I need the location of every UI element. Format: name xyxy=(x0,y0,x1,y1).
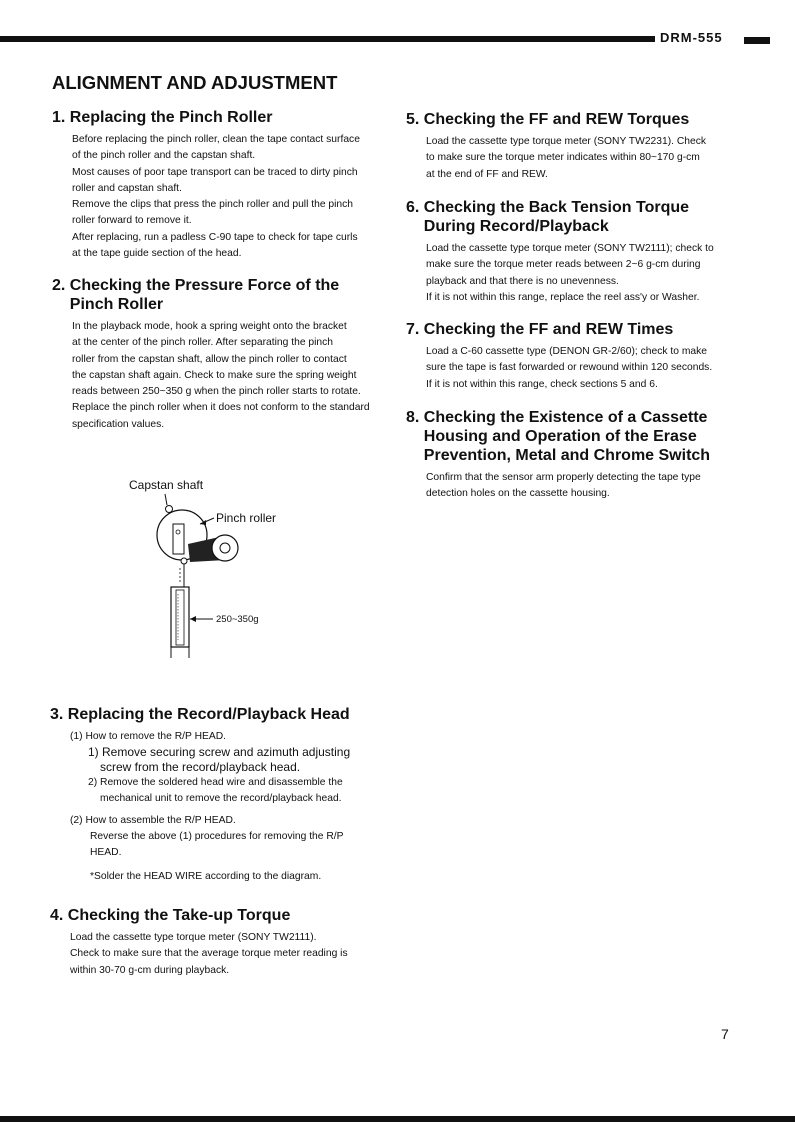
hook-ring xyxy=(181,558,187,564)
body-line: If it is not within this range, check sections 5 and 6. xyxy=(426,378,658,390)
section-7-title-line: Checking the FF and REW Times xyxy=(423,321,674,338)
section-6-title-line: Checking the Back Tension Torque xyxy=(423,199,690,216)
body-line: sure the tape is fast forwarded or rewound within 120 seconds. xyxy=(426,362,713,374)
body-line: of the pinch roller and the capstan shaft. xyxy=(72,150,256,162)
section-5 xyxy=(406,110,776,183)
body-line: within 30-70 g-cm during playback. xyxy=(70,964,230,976)
section-2-title-line: Pinch Roller xyxy=(69,296,164,313)
section-2-title-line: Checking the Pressure Force of the xyxy=(69,277,340,294)
section-6-heading xyxy=(406,198,776,236)
section-7 xyxy=(406,320,776,393)
section-7-number: 7. xyxy=(406,321,420,338)
body-line: specification values. xyxy=(72,418,165,430)
body-line: at the end of FF and REW. xyxy=(426,168,548,180)
section-5-heading xyxy=(406,110,776,129)
section-4-title-line: Checking the Take-up Torque xyxy=(67,907,291,924)
section-8-title xyxy=(424,408,710,465)
body-line: After replacing, run a padless C-90 tape to check for tape curls xyxy=(72,231,358,243)
weight-leader-arrow xyxy=(190,616,196,622)
body-line: to make sure the torque meter indicates within 80~170 g-cm xyxy=(426,152,700,164)
section-3-heading xyxy=(50,705,380,724)
body-line: Load the cassette type torque meter (SONY TW2231). Check xyxy=(426,136,707,147)
capstan-leader-line xyxy=(165,494,167,505)
page-number: 7 xyxy=(721,1026,729,1042)
section-7-heading xyxy=(406,320,776,339)
section-4-body xyxy=(70,930,380,979)
section-8-title-line: Prevention, Metal and Chrome Switch xyxy=(423,447,711,464)
section-1-title xyxy=(70,108,273,127)
assemble-line: Reverse the above (1) procedures for removing the R/P xyxy=(90,831,344,842)
section-8-heading xyxy=(406,408,786,465)
section-2-title xyxy=(70,276,339,314)
section-7-title xyxy=(424,320,674,339)
section-6-body xyxy=(426,241,776,306)
section-2 xyxy=(52,276,382,433)
pinch-roller-label: Pinch roller xyxy=(216,511,277,525)
remove-heading: (1) How to remove the R/P HEAD. xyxy=(70,731,227,742)
capstan-shaft-circle xyxy=(166,506,173,513)
model-label: DRM-555 xyxy=(660,30,723,45)
section-3-number: 3. xyxy=(50,706,64,723)
footer-rule xyxy=(0,1116,795,1122)
body-line: Load a C-60 cassette type (DENON GR-2/60); check to make xyxy=(426,346,707,357)
step-2-line: 2) Remove the soldered head wire and disassemble the xyxy=(88,777,343,788)
section-1-body xyxy=(72,132,382,262)
solder-note: *Solder the HEAD WIRE according to the diagram. xyxy=(90,871,322,882)
section-8 xyxy=(406,408,786,503)
step-1-line: screw from the record/playback head. xyxy=(100,760,301,774)
capstan-shaft-label: Capstan shaft xyxy=(129,478,204,492)
body-line: Load the cassette type torque meter (SONY TW2111). xyxy=(70,932,317,943)
section-6-number: 6. xyxy=(406,199,420,216)
body-line: detection holes on the cassette housing. xyxy=(426,488,610,500)
section-2-body xyxy=(72,319,382,433)
header-rule xyxy=(0,36,655,42)
pivot-outer-circle xyxy=(212,535,238,561)
section-6-title xyxy=(424,198,689,236)
body-line: Before replacing the pinch roller, clean the tape contact surface xyxy=(72,134,360,145)
spring-weight-body xyxy=(171,587,189,647)
section-6-title-line: During Record/Playback xyxy=(423,218,609,235)
pinch-bracket xyxy=(173,524,184,554)
section-6 xyxy=(406,198,776,306)
body-line: Most causes of poor tape transport can be traced to dirty pinch xyxy=(72,166,358,178)
body-line: reads between 250~350 g when the pinch roller starts to rotate. xyxy=(72,386,361,398)
section-1 xyxy=(52,108,382,262)
header-block xyxy=(744,37,770,44)
step-2-line: mechanical unit to remove the record/playback head. xyxy=(100,793,342,804)
section-4-heading xyxy=(50,906,380,925)
body-line: roller and capstan shaft. xyxy=(72,182,182,194)
section-4-number: 4. xyxy=(50,907,64,924)
body-line: at the tape guide section of the head. xyxy=(72,248,242,260)
section-5-body xyxy=(426,134,776,183)
section-1-heading xyxy=(52,108,382,127)
section-5-number: 5. xyxy=(406,111,420,128)
section-3-title xyxy=(68,705,350,724)
step-1-line: 1) Remove securing screw and azimuth adjusting xyxy=(88,745,351,759)
assemble-heading: (2) How to assemble the R/P HEAD. xyxy=(70,815,236,826)
section-1-number: 1. xyxy=(52,109,66,126)
body-line: playback and that there is no unevenness. xyxy=(426,275,619,287)
weight-value-label: 250~350g xyxy=(216,614,259,625)
body-line: make sure the torque meter reads between 2~6 g-cm during xyxy=(426,259,701,271)
section-7-body xyxy=(426,344,776,393)
body-line: Load the cassette type torque meter (SONY TW2111); check to xyxy=(426,243,714,254)
section-2-heading xyxy=(52,276,382,314)
section-4-title xyxy=(68,906,291,925)
section-5-title-line: Checking the FF and REW Torques xyxy=(423,111,690,128)
section-5-title xyxy=(424,110,690,129)
body-line: Check to make sure that the average torque meter reading is xyxy=(70,948,348,960)
section-4 xyxy=(50,906,380,979)
body-line: Replace the pinch roller when it does not conform to the standard xyxy=(72,402,370,414)
body-line: If it is not within this range, replace the reel ass'y or Washer. xyxy=(426,291,700,303)
body-line: Confirm that the sensor arm properly detecting the tape type xyxy=(426,472,701,483)
body-line: In the playback mode, hook a spring weight onto the bracket xyxy=(72,321,347,332)
body-line: Remove the clips that press the pinch roller and pull the pinch xyxy=(72,199,354,211)
section-8-number: 8. xyxy=(406,409,420,426)
body-line: the capstan shaft again. Check to make sure the spring weight xyxy=(72,369,357,381)
section-1-title-line: Replacing the Pinch Roller xyxy=(69,109,273,126)
section-3-title-line: Replacing the Record/Playback Head xyxy=(67,706,350,723)
section-2-number: 2. xyxy=(52,277,66,294)
page-title: ALIGNMENT AND ADJUSTMENT xyxy=(52,72,338,93)
body-line: roller from the capstan shaft, allow the pinch roller to contact xyxy=(72,353,347,365)
pinch-roller-diagram xyxy=(120,472,320,662)
section-3 xyxy=(50,705,380,885)
section-8-title-line: Housing and Operation of the Erase xyxy=(423,428,697,445)
body-line: at the center of the pinch roller. After separating the pinch xyxy=(72,337,334,349)
assemble-line: HEAD. xyxy=(90,847,122,858)
section-8-body xyxy=(426,470,786,503)
section-8-title-line: Checking the Existence of a Cassette xyxy=(423,409,708,426)
body-line: roller forward to remove it. xyxy=(72,215,192,227)
